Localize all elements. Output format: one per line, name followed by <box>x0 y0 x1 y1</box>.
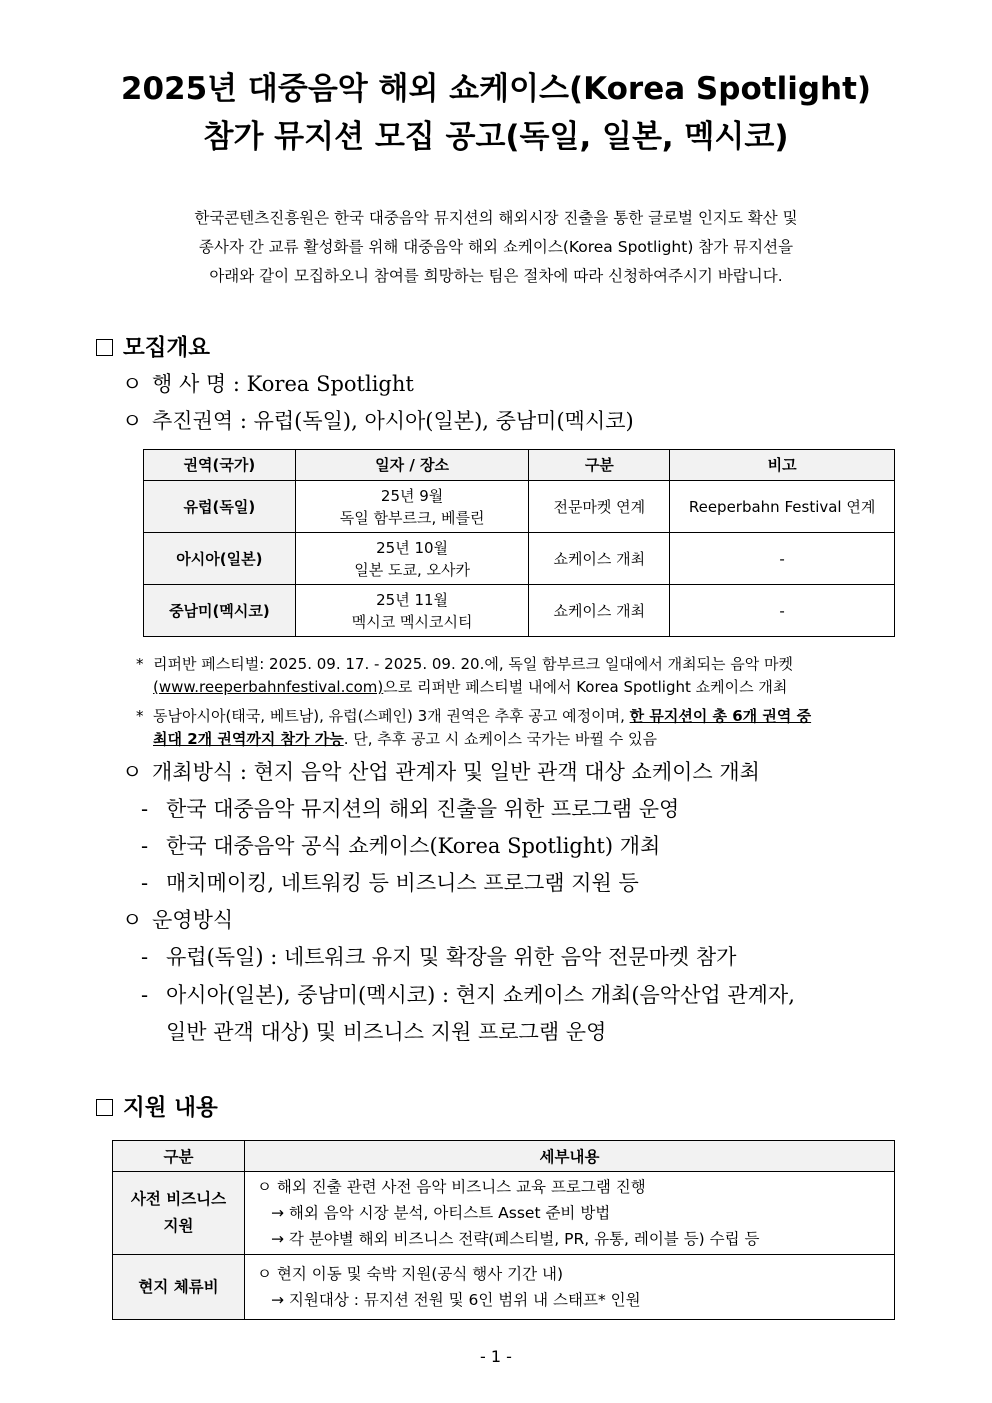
regions-text: 추진권역 : 유럽(독일), 아시아(일본), 중남미(멕시코) <box>152 409 634 433</box>
detail-cell <box>245 1255 895 1320</box>
list-item-text: 한국 대중음악 공식 쇼케이스(Korea Spotlight) 개최 <box>166 834 661 858</box>
section-heading-text: 지원 내용 <box>123 1095 218 1121</box>
note-cell: - <box>670 533 895 585</box>
list-item <box>141 980 795 1010</box>
document-title-line1: 2025년 대중음악 해외 쇼케이스(Korea Spotlight) <box>120 71 872 107</box>
category-cell <box>113 1172 245 1255</box>
circle-bullet-icon: ㅇ <box>122 372 143 396</box>
detail-line: ㅇ 현지 이동 및 숙박 지원(공식 행사 기간 내) <box>257 1265 564 1283</box>
date-text: 25년 10월 <box>376 538 449 557</box>
intro-line: 종사자 간 교류 활성화를 위해 대중음악 해외 쇼케이스(Korea Spotlight) 참가 뮤지션을 <box>198 238 794 256</box>
circle-bullet-icon: ㅇ <box>122 908 143 932</box>
region-cell: 아시아(일본) <box>144 533 296 585</box>
checkbox-square-icon <box>96 339 113 356</box>
list-item-text: 아시아(일본), 중남미(멕시코) : 현지 쇼케이스 개최(음악산업 관계자, <box>166 983 795 1007</box>
table-row <box>144 533 895 585</box>
intro-paragraph <box>100 204 892 291</box>
footnote-text: 으로 리퍼반 페스티벌 내에서 Korea Spotlight 쇼케이스 개최 <box>383 678 788 696</box>
place-text: 일본 도쿄, 오사카 <box>354 560 470 579</box>
table-header: 권역(국가) <box>144 450 296 481</box>
circle-bullet-icon: ㅇ <box>122 409 143 433</box>
date-text: 25년 9월 <box>380 486 444 505</box>
table-header-row <box>144 450 895 481</box>
method-line <box>122 757 760 787</box>
detail-line: → 지원대상 : 뮤지션 전원 및 6인 범위 내 스태프* 인원 <box>271 1291 641 1309</box>
dash-bullet-icon: - <box>141 983 149 1007</box>
table-row <box>113 1255 895 1320</box>
list-item <box>141 868 639 898</box>
list-item-text: 한국 대중음악 뮤지션의 해외 진출을 위한 프로그램 운영 <box>166 797 680 821</box>
list-item-text: 매치메이킹, 네트워킹 등 비즈니스 프로그램 지원 등 <box>166 871 639 895</box>
footnote-emphasis: 최대 2개 권역까지 참가 가능 <box>153 730 344 748</box>
support-table <box>112 1140 895 1320</box>
page-number: - 1 - <box>480 1347 512 1366</box>
footnote-text: . 단, 추후 공고 시 쇼케이스 국가는 바뀔 수 있음 <box>343 730 657 748</box>
table-header: 구분 <box>529 450 670 481</box>
footnote-reeperbahn <box>136 653 898 699</box>
category-cell: 현지 체류비 <box>113 1255 245 1320</box>
date-place-cell <box>295 585 529 637</box>
section-heading-text: 모집개요 <box>123 335 210 361</box>
region-cell: 중남미(멕시코) <box>144 585 296 637</box>
operation-title: 운영방식 <box>152 908 234 932</box>
detail-line: ㅇ 해외 진출 관련 사전 음악 비즈니스 교육 프로그램 진행 <box>257 1178 646 1196</box>
method-title: 개최방식 : 현지 음악 산업 관계자 및 일반 관객 대상 쇼케이스 개최 <box>152 760 760 784</box>
table-header-row <box>113 1141 895 1172</box>
list-item-text: 유럽(독일) : 네트워크 유지 및 확장을 위한 음악 전문마켓 참가 <box>166 945 737 969</box>
list-item-continuation: 일반 관객 대상) 및 비즈니스 지원 프로그램 운영 <box>166 1020 607 1044</box>
list-item <box>141 831 660 861</box>
type-cell: 쇼케이스 개최 <box>529 533 670 585</box>
document-title-line2: 참가 뮤지션 모집 공고(독일, 일본, 멕시코) <box>203 119 789 155</box>
table-row <box>144 481 895 533</box>
category-text: 지원 <box>163 1217 194 1235</box>
intro-line: 한국콘텐츠진흥원은 한국 대중음악 뮤지션의 해외시장 진출을 통한 글로벌 인지도 확산 및 <box>194 209 798 227</box>
section-heading-support <box>96 1093 218 1123</box>
reeperbahn-link[interactable]: (www.reeperbahnfestival.com) <box>153 678 384 696</box>
list-item <box>141 942 736 972</box>
dash-bullet-icon: - <box>141 945 149 969</box>
note-cell: Reeperbahn Festival 연계 <box>670 481 895 533</box>
footnote-text: 리퍼반 페스티벌: 2025. 09. 17. - 2025. 09. 20.에, 독일 함부르크 일대에서 개최되는 음악 마켓 <box>153 655 794 673</box>
date-place-cell <box>295 481 529 533</box>
intro-line: 아래와 같이 모집하오니 참여를 희망하는 팀은 절차에 따라 신청하여주시기 바랍니다. <box>209 267 783 285</box>
asterisk-icon: * <box>136 655 144 673</box>
place-text: 독일 함부르크, 베를린 <box>339 508 485 527</box>
table-header: 구분 <box>113 1141 245 1172</box>
operation-line <box>122 905 233 935</box>
category-text: 사전 비즈니스 <box>130 1190 227 1208</box>
event-name-text: 행 사 명 : Korea Spotlight <box>152 372 414 396</box>
date-text: 25년 11월 <box>376 590 449 609</box>
footnote-text: 동남아시아(태국, 베트남), 유럽(스페인) 3개 권역은 추후 공고 예정이며, <box>153 707 630 725</box>
footnote-additional-regions <box>136 705 898 751</box>
detail-line: → 각 분야별 해외 비즈니스 전략(페스티벌, PR, 유통, 레이블 등) 수립 등 <box>271 1230 760 1248</box>
dash-bullet-icon: - <box>141 834 149 858</box>
list-item <box>141 794 679 824</box>
place-text: 멕시코 멕시코시티 <box>351 612 473 631</box>
type-cell: 전문마켓 연계 <box>529 481 670 533</box>
detail-line: → 해외 음악 시장 분석, 아티스트 Asset 준비 방법 <box>271 1204 611 1222</box>
note-cell: - <box>670 585 895 637</box>
dash-bullet-icon: - <box>141 797 149 821</box>
circle-bullet-icon: ㅇ <box>122 760 143 784</box>
asterisk-icon: * <box>136 707 144 725</box>
table-row <box>144 585 895 637</box>
region-cell: 유럽(독일) <box>144 481 296 533</box>
regions-line <box>122 406 634 436</box>
footnote-emphasis: 한 뮤지션이 총 6개 권역 중 <box>629 707 812 725</box>
detail-cell <box>245 1172 895 1255</box>
table-row <box>113 1172 895 1255</box>
date-place-cell <box>295 533 529 585</box>
checkbox-square-icon <box>96 1099 113 1116</box>
section-heading-overview <box>96 333 210 363</box>
schedule-table <box>143 449 895 637</box>
table-header: 세부내용 <box>245 1141 895 1172</box>
table-header: 비고 <box>670 450 895 481</box>
event-name-line <box>122 369 414 399</box>
type-cell: 쇼케이스 개최 <box>529 585 670 637</box>
table-header: 일자 / 장소 <box>295 450 529 481</box>
dash-bullet-icon: - <box>141 871 149 895</box>
